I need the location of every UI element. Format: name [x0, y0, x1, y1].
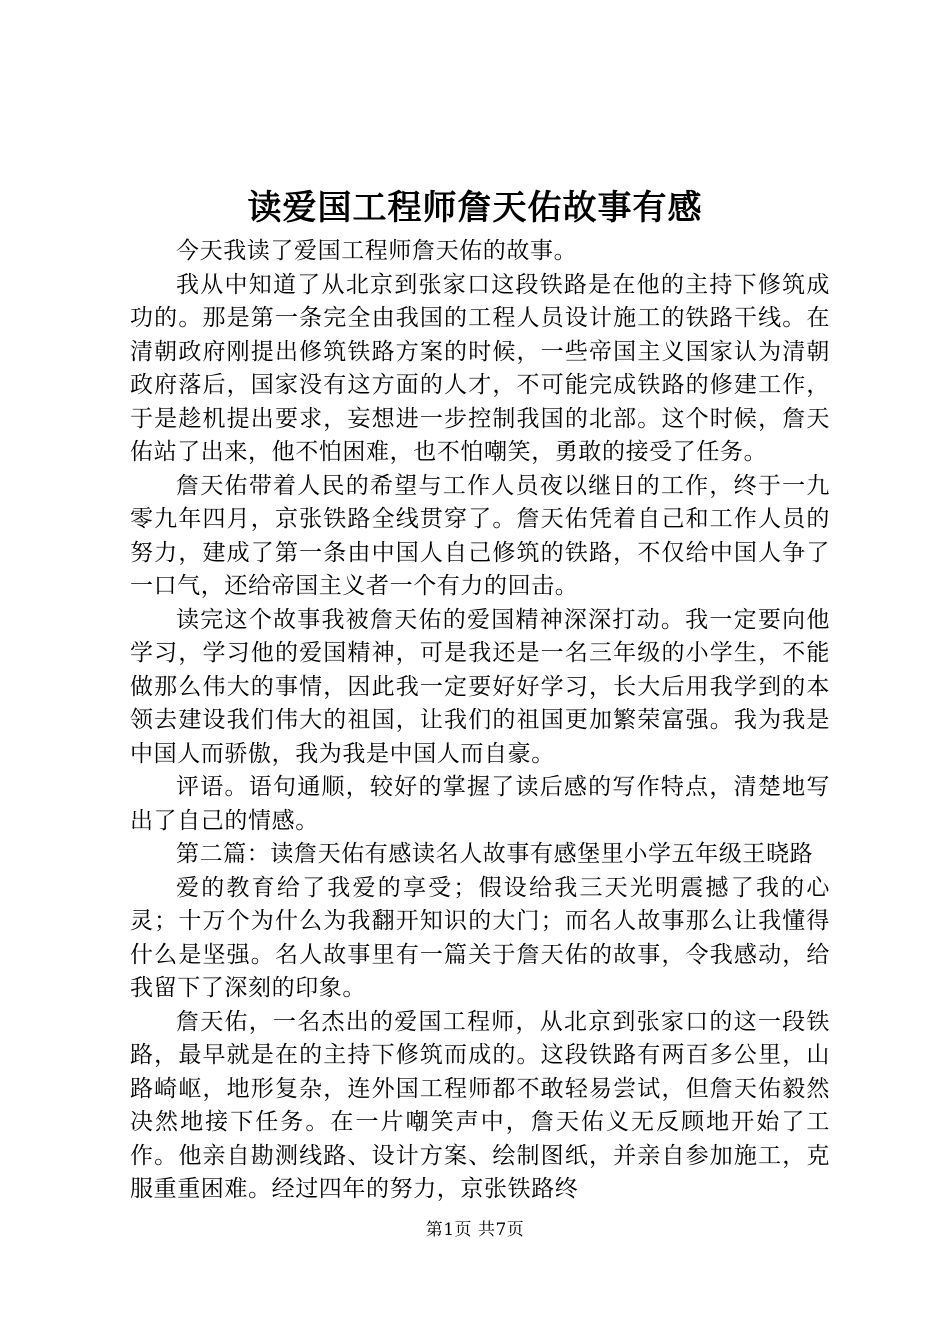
paragraph: 今天我读了爱国工程师詹天佑的故事。 — [176, 238, 578, 264]
paragraph: 爱的教育给了我爱的享受；假设给我三天光明震撼了我的心灵；十万个为什么为我翻开知识的大门；而名人故事那么让我懂得什么是坚强。名人故事里有一篇关于詹天佑的故事，令我感动，给我留下了深刻的印象。 — [130, 874, 830, 1001]
paragraph: 我从中知道了从北京到张家口这段铁路是在他的主持下修筑成功的。那是第一条完全由我国的工程人员设计施工的铁路干线。在清朝政府刚提出修筑铁路方案的时候，一些帝国主义国家认为清朝政府落后，国家没有这方面的人才，不可能完成铁路的修建工作，于是趁机提出要求，妄想进一步控制我国的北部。这个时候，詹天佑站了出来，他不怕困难，也不怕嘲笑，勇敢的接受了任务。 — [130, 271, 830, 465]
paragraph: 评语。语句通顺，较好的掌握了读后感的写作特点，清楚地写出了自己的情感。 — [130, 774, 830, 834]
document-title: 读爱国工程师詹天佑故事有感 — [247, 188, 703, 228]
paragraph: 詹天佑，一名杰出的爱国工程师，从北京到张家口的这一段铁路，最早就是在的主持下修筑而成的。这段铁路有两百多公里，山路崎岖，地形复杂，连外国工程师都不敢轻易尝试，但詹天佑毅然决然地接下任务。在一片嘲笑声中，詹天佑义无反顾地开始了工作。他亲自勘测线路、设计方案、绘制图纸，并亲自参加施工，克服重重困难。经过四年的努力，京张铁路终 — [130, 1008, 830, 1202]
document-body — [130, 235, 830, 1207]
section-heading: 第二篇：读詹天佑有感读名人故事有感堡里小学五年级王晓路 — [176, 841, 814, 867]
paragraph: 詹天佑带着人民的希望与工作人员夜以继日的工作，终于一九零九年四月，京张铁路全线贯穿了。詹天佑凭着自己和工作人员的努力，建成了第一条由中国人自己修筑的铁路，不仅给中国人争了一口气，还给帝国主义者一个有力的回击。 — [130, 472, 830, 599]
page-number: 第1页 共7页 — [425, 1220, 525, 1240]
paragraph: 读完这个故事我被詹天佑的爱国精神深深打动。我一定要向他学习，学习他的爱国精神，可是我还是一名三年级的小学生，不能做那么伟大的事情，因此我一定要好好学习，长大后用我学到的本领去建设我们伟大的祖国，让我们的祖国更加繁荣富强。我为我是中国人而骄傲，我为我是中国人而自豪。 — [130, 606, 830, 767]
